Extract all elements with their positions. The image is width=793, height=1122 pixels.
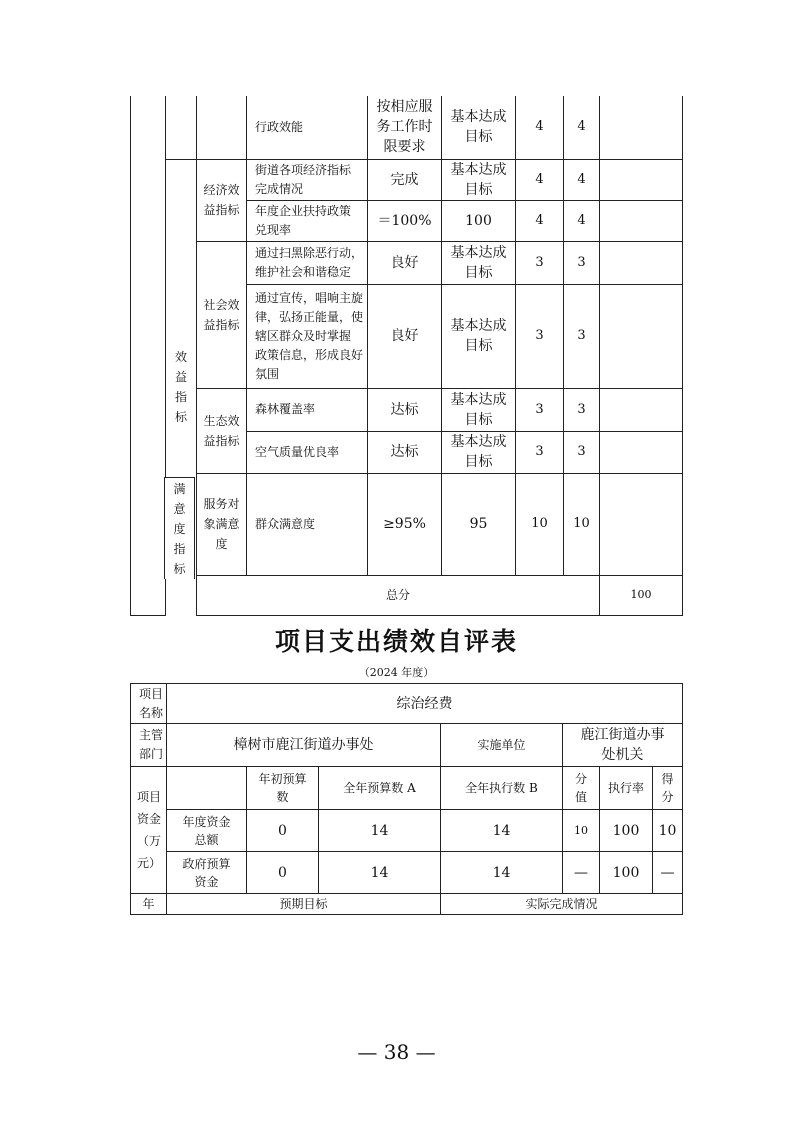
cell (166, 96, 197, 159)
dept: 樟树市鹿江街道办事处 (167, 724, 441, 767)
rate: 100 (600, 852, 653, 894)
cell (600, 284, 683, 388)
header-executed: 全年执行数 B (441, 767, 563, 810)
score: 3 (516, 388, 564, 431)
performance-indicator-table (130, 96, 683, 616)
page-number: — 38 — (357, 1040, 436, 1064)
funds-label: 项目 资金 （万 元） (131, 767, 167, 894)
indicator: 空气质量优良率 (247, 431, 368, 473)
target-value: 按相应服 务工作时 限要求 (368, 96, 442, 159)
executed: 14 (441, 852, 563, 894)
got-score: 3 (564, 388, 600, 431)
cell (600, 200, 683, 241)
total-score: 100 (600, 575, 683, 615)
impl: 鹿江街道办事 处机关 (563, 724, 683, 767)
indicator: 年度企业扶持政策 兑现率 (247, 200, 368, 241)
initial: 0 (247, 810, 319, 852)
score: 10 (563, 810, 600, 852)
blank-first-col (131, 96, 166, 615)
actual-label: 实际完成情况 (441, 894, 683, 915)
indicator: 通过扫黑除恶行动， 维护社会和谐稳定 (247, 241, 368, 284)
project-name-label: 项目 名称 (131, 684, 167, 724)
actual-value: 基本达成 目标 (442, 431, 516, 473)
cell (600, 388, 683, 431)
total-label: 总分 (197, 575, 600, 615)
actual-value: 基本达成 目标 (442, 159, 516, 200)
target-value: 完成 (368, 159, 442, 200)
score: — (563, 852, 600, 894)
score: 3 (516, 431, 564, 473)
impl-label: 实施单位 (441, 724, 563, 767)
actual-value: 100 (442, 200, 516, 241)
project-expenditure-table (130, 683, 683, 915)
header-got: 得 分 (653, 767, 683, 810)
got-score: 10 (564, 473, 600, 575)
header-annual: 全年预算数 A (319, 767, 441, 810)
actual-value: 基本达成 目标 (442, 241, 516, 284)
got-score: 4 (564, 159, 600, 200)
indicator: 群众满意度 (247, 473, 368, 575)
actual-value: 基本达成 目标 (442, 96, 516, 159)
got-score: 3 (564, 431, 600, 473)
got: — (653, 852, 683, 894)
year-label: （2024 年度） (358, 666, 435, 679)
cell (600, 473, 683, 575)
score: 10 (516, 473, 564, 575)
score: 3 (516, 284, 564, 388)
target-value: ＝100% (368, 200, 442, 241)
indicator: 街道各项经济指标 完成情况 (247, 159, 368, 200)
got-score: 3 (564, 284, 600, 388)
cell (167, 767, 247, 810)
row-label: 年度资金 总额 (167, 810, 247, 852)
header-rate: 执行率 (600, 767, 653, 810)
got: 10 (653, 810, 683, 852)
satisfaction-label: 满 意 度 指 标 (164, 477, 195, 579)
got-score: 4 (564, 200, 600, 241)
actual-value: 95 (442, 473, 516, 575)
page-title: 项目支出绩效自评表 (274, 627, 518, 656)
got-score: 3 (564, 241, 600, 284)
annual: 14 (319, 810, 441, 852)
row-label: 政府预算 资金 (167, 852, 247, 894)
actual-value: 基本达成 目标 (442, 284, 516, 388)
cell (600, 241, 683, 284)
cell (197, 96, 247, 159)
score: 4 (516, 200, 564, 241)
target-value: 良好 (368, 241, 442, 284)
project-name: 综治经费 (167, 684, 683, 724)
target-value: 达标 (368, 431, 442, 473)
expected-label: 预期目标 (167, 894, 441, 915)
econ-label: 经济效 益指标 (197, 159, 247, 241)
indicator: 森林覆盖率 (247, 388, 368, 431)
target-value: ≥95% (368, 473, 442, 575)
initial: 0 (247, 852, 319, 894)
social-label: 社会效 益指标 (197, 241, 247, 388)
actual-value: 基本达成 目标 (442, 388, 516, 431)
service-label: 服务对 象满意 度 (197, 473, 247, 575)
cell (600, 159, 683, 200)
benefit-indicator-label: 效 益 指 标 (166, 159, 197, 615)
score: 4 (516, 159, 564, 200)
dept-label: 主管 部门 (131, 724, 167, 767)
annual: 14 (319, 852, 441, 894)
indicator: 通过宣传，唱响主旋 律，弘扬正能量，使 辖区群众及时掌握 政策信息，形成良好 氛围 (247, 284, 368, 388)
score: 4 (516, 96, 564, 159)
header-initial: 年初预算 数 (247, 767, 319, 810)
header-score: 分 值 (563, 767, 600, 810)
score: 3 (516, 241, 564, 284)
rate: 100 (600, 810, 653, 852)
indicator: 行政效能 (247, 96, 368, 159)
eco-label: 生态效 益指标 (197, 388, 247, 473)
target-value: 达标 (368, 388, 442, 431)
target-value: 良好 (368, 284, 442, 388)
got-score: 4 (564, 96, 600, 159)
year-label: 年 (131, 894, 167, 915)
executed: 14 (441, 810, 563, 852)
cell (600, 96, 683, 159)
cell (600, 431, 683, 473)
